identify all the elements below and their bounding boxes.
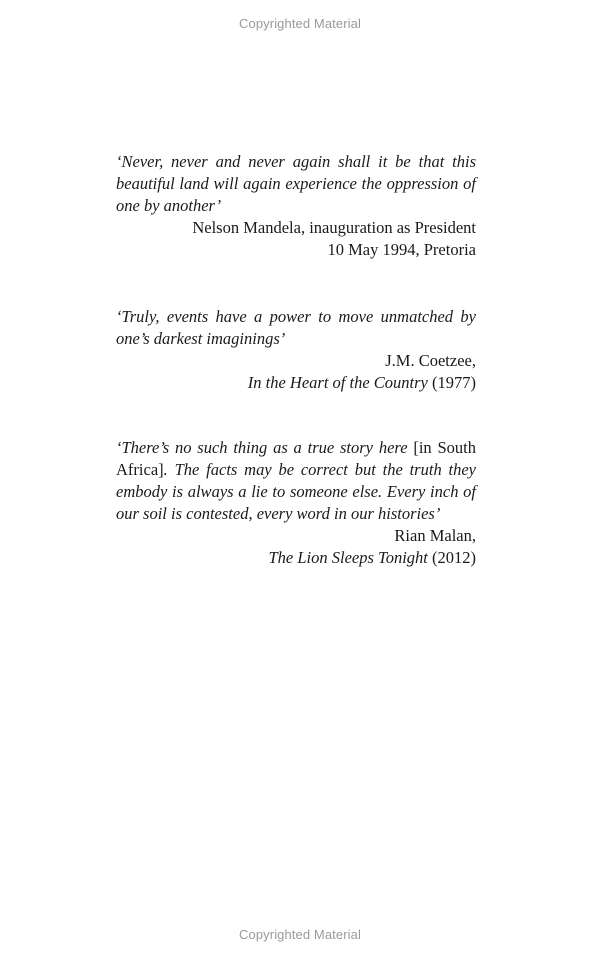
epigraph-malan [116, 437, 476, 569]
epigraph-attribution [116, 217, 476, 261]
work-title: In the Heart of the Country [247, 373, 428, 392]
epigraph-attribution [116, 350, 476, 394]
quote-part: ‘There’s no such thing as a true story here [116, 438, 414, 457]
copyright-watermark-bottom: Copyrighted Material [239, 927, 361, 942]
quote-part: . The facts may be correct but the truth they embody is always a lie to someone else. Every inch of our soil is contested, every word in our histories’ [116, 460, 476, 523]
attribution-line: Nelson Mandela, inauguration as President [192, 218, 476, 237]
attribution-author: Rian Malan, [394, 526, 476, 545]
epigraph-attribution [116, 525, 476, 569]
epigraph-coetzee [116, 306, 476, 394]
attribution-date-place: 10 May 1994, Pretoria [327, 240, 476, 259]
epigraph-mandela [116, 151, 476, 261]
epigraph-quote: ‘Truly, events have a power to move unmatched by one’s darkest imaginings’ [116, 307, 476, 348]
attribution-author: J.M. Coetzee, [385, 351, 476, 370]
quote-editorial-insert: [in South Africa] [116, 438, 476, 479]
epigraph-quote: ‘Never, never and never again shall it be that this beautiful land will again experience the oppression of one by another’ [116, 152, 476, 215]
work-title: The Lion Sleeps Tonight [268, 548, 428, 567]
attribution-work [116, 547, 476, 569]
attribution-work [116, 372, 476, 394]
work-year: (2012) [427, 548, 476, 567]
work-year: (1977) [427, 373, 476, 392]
epigraph-quote [116, 437, 476, 525]
copyright-watermark-top: Copyrighted Material [239, 16, 361, 31]
